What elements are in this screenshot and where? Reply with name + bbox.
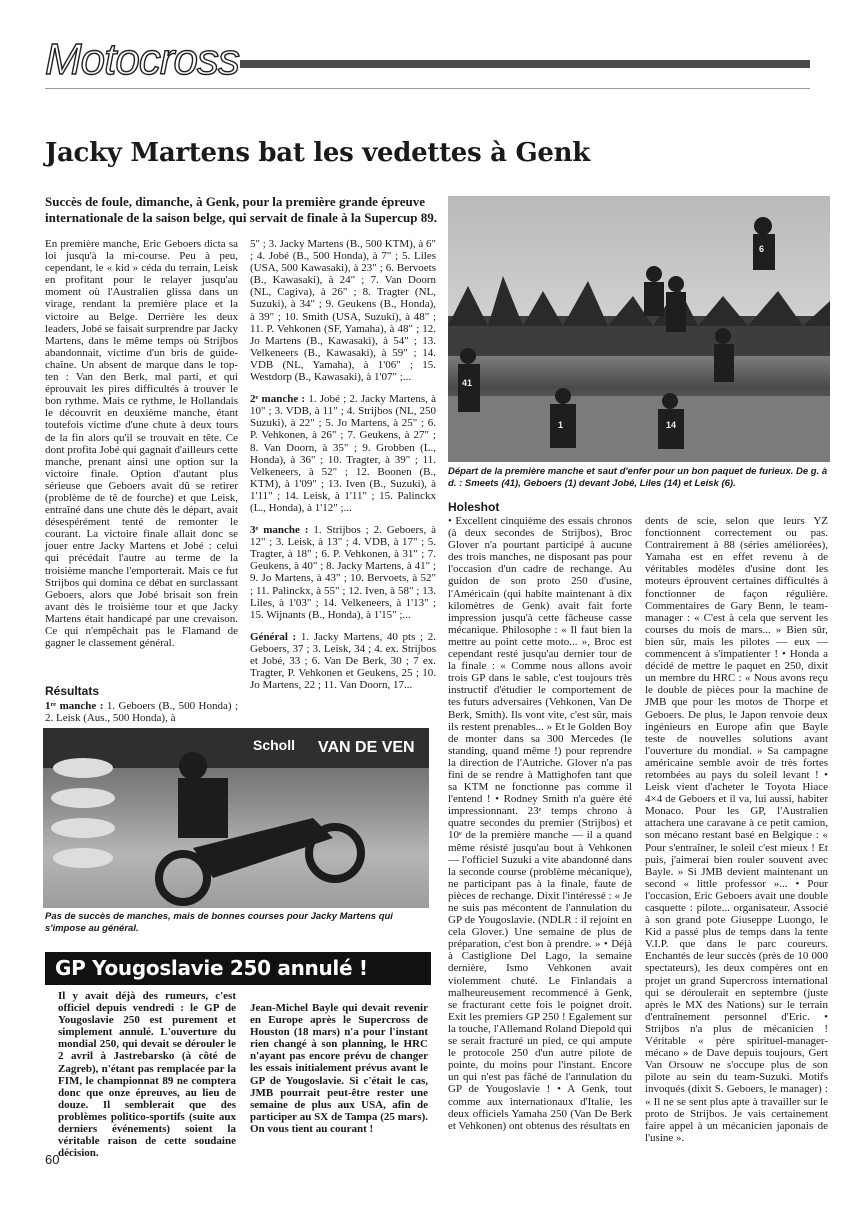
- results-m1-start: 1. Geboers (B., 500 Honda) ; 2. Leisk (Aus., 500 Honda), à: [45, 700, 239, 725]
- results-m2: [250, 393, 436, 514]
- page-number: 60: [45, 1152, 60, 1167]
- results-m1: [45, 700, 238, 724]
- header-thin-rule: [45, 88, 810, 89]
- results-general-label: Général :: [250, 630, 297, 643]
- holeshot-col3: [448, 515, 632, 1132]
- banner-text-left: Scholl: [253, 737, 296, 753]
- holeshot-col4: [645, 515, 828, 1144]
- results-m3-label: 3ᵉ manche :: [250, 524, 309, 537]
- holeshot-title: Holeshot: [448, 500, 500, 514]
- bike-number-4: 14: [666, 420, 677, 430]
- section-title: Motocross: [45, 35, 239, 84]
- results-general-text: 1. Jacky Martens, 40 pts ; 2. Geboers, 37 ; 3. Leisk, 34 ; 4. ex. Strijbos et Jobé, 33 ; 6. Van De Berk, 30 ; 7 ex. Tragter, P. Vehkonen et Geukens, 25 ; 10. Jo Martens, 22 ; 11. Van Doorn, 17...: [250, 630, 437, 692]
- results-m1-cont: 5" ; 3. Jacky Martens (B., 500 KTM), à 6" ; 4. Jobé (B., 500 Honda), à 7" ; 5. Liles (USA, 500 Kawasaki), à 23" ; 6. Bervoets (B., Kawasaki), à 24" ; 7. Van Doorn (NL, Cagiva), à 26" ; 8. Tragter (NL, Suzuki), à 34" ; 9. Geukens (B., Honda), à 39" ; 10. Smith (USA, Suzuki), à 48" ; 11. P. Vehkonen (SF, Yamaha), à 48" ; 12. Jo Martens (B., Kawasaki), à 54" ; 13. Velkeneers (B., Kawasaki), à 59" ; 14. VDB (NL, Yamaha), à 1'06" ; 15. Westdorp (B., Kawasaki), à 1'07" ;...: [250, 238, 436, 384]
- holeshot-text-2: dents de scie, selon que leurs YZ fonctionnent correctement ou pas. Contrairement à 88 (séries améliorées), Yamaha est en effet revenu à de véritables modèles d'usine dont les moteurs éprouvent certaines difficultés à fonctionner de façon régulière. Commentaires de Gary Benn, le team-manager : « C'est à cela que servent les courses du mois de mars... » Bien sûr, bien sûr, mais les pilotes — eux — commencent à s'impatienter ! • Honda a décidé de mettre le paquet en 250, dixit un membre du HRC : « Nous avons reçu le double de pièces pour la machine de JMB que pour les motos de Thorpe et Geboers. De plus, le Japon renvoie deux ingénieurs en Europe afin que Bayle teste de nouvelles solutions avant l'ouverture du mondial. » Sa campagne américaine semble avoir de très fortes retombées au pays du soleil levant ! • Leisk vient d'acheter le Toyota Hiace 4×4 de Geboers et il va, lui aussi, habiter Monaco. Pour les GP, l'Australien attachera une caravane à ce petit camion, son mécano restant basé en Belgique : « Pour s'entraîner, le soleil c'est mieux ! Et puis, j'aimerai bien rouler souvent avec Bayle. » Si JMB devient maintenant un second « little professor »... • Pour l'occasion, Eric Geboers avait une double casquette : pilote... organisateur. Associé à son grand pote Giuseppe Luongo, le Kid a passé plus de temps dans la tente V.I.P. que dans le parc coureurs. Enchantés de leur succès (près de 10 000 spectateurs), les deux compères ont en projet un grand Supercross international qui se déroulerait en septembre (juste après le MX des Nations) sur le terrain d'entraînement personnel d'Eric. • Strijbos n'a plus de mécanicien ! Véritable « père spirituel-manager-mécano » de Dave depuis toujours, Gert Van Orsouw ne s'occupe plus de son pilote au sein du team-Suzuki. Motifs invoqués (dixit S. Geboers, le manager) : « Il ne se sent plus apte à travailler sur le proto de Strijbos. Je vais certainement faire appel à un mécanicien japonais de l'usine ».: [645, 515, 828, 1144]
- bike-number-2: 41: [462, 378, 473, 388]
- body-text-1: En première manche, Eric Geboers dicta sa loi jusqu'à la mi-course. Peu à peu, cependant, le « kid » céda du terrain, Leisk en profitant pour le relayer jusqu'au moment où l'Australien glissa dans un virage, rendant la première place et la victoire au Belge. Derrière les deux leaders, Jobé se faisait surprendre par Jacky Martens, dans le même temps où Strijbos abandonnait, victime d'un bris de guide-chaîne. Un absent de marque dans le top-ten : Van den Berk, mal parti, et qui éprouvait les pires difficultés à trouver le bon rythme. Mais ce rythme, le Hollandais le découvrit en deuxième manche, étant toutefois victime d'une chute à deux tours de la fin alors qu'il se trouvait en tête. Ce dont profita Jobé qui gagnait d'ailleurs cette manche, prenant ainsi une option sur la victoire finale. Option d'autant plus sérieuse que Geboers avait dû se retirer (problème de tê de fourche) et que Leisk, entraîné dans une chute dès le départ, avait désespérément tenté de remonter le courant. La victoire finale allait donc se jouer entre Jacky Martens et Jobé : celui qui précédait l'autre au terme de la troisième manche l'emporterait. Mais ce fut Strijbos qui domina ce débat en surclassant Geboers, alors que Jobé brisait son frein avant dès le troisième tour et que Jacky Martens était handicapé par une crevaison. Ce qui n'empêchait pas le Flamand de gagner le classement général.: [45, 238, 238, 650]
- results-m3: [250, 524, 436, 621]
- banner-text-right: VAN DE VEN: [318, 739, 415, 756]
- article-headline: Jacky Martens bat les vedettes à Genk: [45, 138, 590, 168]
- results-m2-text: 1. Jobé ; 2. Jacky Martens, à 10" ; 3. VDB, à 11" ; 4. Strijbos (NL, 250 Suzuki), à 22" ; 5. Jo Martens, à 25" ; 6. P. Vehkonen, à 26" ; 7. Geukens, à 27" ; 8. Van Doorn, à 35" ; 9. Grobben (L., Honda), à 36" ; 10. Tragter, à 39" ; 11. Velkeneers, à 52" ; 12. Boonen (B., KTM), à 1'09" ; 13. Iven (B., Suzuki), à 1'11" ; 14. Leisk, à 1'11" ; 15. Palinckx (L., Honda), à 1'12" ;...: [250, 393, 436, 514]
- photo-race-start: [448, 196, 830, 462]
- header-rule: [240, 60, 810, 68]
- bike-number-3: 1: [558, 420, 564, 430]
- photo-caption-top: Départ de la première manche et saut d'enfer pour un bon paquet de furieux. De g. à d. : Smeets (41), Geboers (1) devant Jobé, Liles (14) et Leisk (6).: [448, 466, 828, 489]
- photo-race-start-illustration: [448, 196, 830, 462]
- results-general: [250, 631, 436, 691]
- results-m3-text: 1. Strijbos ; 2. Geboers, à 12" ; 3. Leisk, à 13" ; 4. VDB, à 17" ; 5. Tragter, à 18" ; 6. P. Vehkonen, à 31" ; 7. Geukens, à 40" ; 8. Jacky Martens, à 41" ; 9. Jo Martens, à 43" ; 10. Bervoets, à 52" ; 11. Palinckx, à 55" ; 12. Iven, à 58" ; 13. Liles, à 1'03" ; 14. Velkeneers, à 1'13" ; 15. Wijnants (B., Honda), à 1'15" ;...: [250, 524, 436, 621]
- article-body-col1: [45, 238, 238, 649]
- photo-jacky-martens: [43, 728, 429, 908]
- results-title: Résultats: [45, 684, 100, 698]
- gp-col1: Il y avait déjà des rumeurs, c'est officiel depuis vendredi : le GP de Yougoslavie 250 est purement et simplement annulé. L'ouverture du mondial 250, qui devait se dérouler le 2 avril à Jastrebarsko (à côté de Zagreb), n'étant pas remplacée par la FIM, le championnat 89 ne comptera donc que onze épreuves, au lieu de douze. Il semblerait que des problèmes politico-sportifs (suite aux derniers événements) soient la véritable raison de cette soudaine décision.: [58, 990, 236, 1160]
- gp-title: GP Yougoslavie 250 annulé !: [55, 956, 368, 980]
- article-body-col2: [250, 238, 436, 691]
- photo-caption-bottom: Pas de succès de manches, mais de bonnes courses pour Jacky Martens qui s'impose au général.: [45, 911, 393, 934]
- article-lede: Succès de foule, dimanche, à Genk, pour la première grande épreuve internationale de la saison belge, qui servait de finale à la Supercup 89.: [45, 194, 437, 225]
- results-m2-label: 2ᵉ manche :: [250, 393, 306, 406]
- gp-col2: Jean-Michel Bayle qui devait revenir en Europe après le Supercross de Houston (18 mars) n'a pour l'instant rien changé à son planning, le HRC n'ayant pas encore prévu de changer les essais initialement prévus avant le GP de Yougoslavie. Si c'était le cas, JMB pourrait peut-être rester une semaine de plus aux USA, afin de participer au SX de Tampa (25 mars). On vous tient au courant !: [250, 1002, 428, 1135]
- photo-jacky-martens-illustration: [43, 728, 429, 908]
- holeshot-text-1: • Excellent cinquième des essais chronos (à deux secondes de Strijbos), Broc Glover n'a pourtant participé à aucune des trois manches, ne disposant pas pour l'occasion d'un cadre de rechange. Au guidon de son proto 250 d'usine, l'Américain (qui habite maintenant à dix kilomètres de Genk) avait fait forte impression jusqu'à cette fâcheuse casse mécanique. Philosophe : « Il faut bien la mettre au point cette moto... », Broc est cependant resté jusqu'au dernier tour de la finale : « Comme nous allons avoir trois GP dans le sable, c'est toujours très instructif d'étudier le comportement de tes futurs adversaires (Vehkonen, Van De Berk, Smith). Ils vont vite, c'est sûr, mais ils restent prenables... » Et le Golden Boy de monter dans sa 300 Mercedes (le standing, quand même !) pour reprendre la direction de l'Autriche. Glover n'a pas fini de se rendre à Mattighofen tant que sa KTM ne fonctionne pas comme il l'entend ! • Rodney Smith n'a guère été impressionnant. 23ᵉ temps chrono à quatre secondes du premier (Strijbos) et 10ᵉ de la première manche — il a quand même résisté jusqu'au bout à Vehkonen — l'officiel Suzuki a vite abandonné dans la seconde course (problème mécanique), ne participant pas à la finale, faute de pièces de rechange. Dixit l'intéressé : « Je ne suis pas mécontent de l'annulation du GP de Yougoslavie. (NDLR : il rejoint en cela Glover.) Une semaine de plus de préparation, c'est bon à prendre. » • Déjà à Castiglione Del Lago, la semaine dernière, Ismo Vehkonen avait violemment chuté. Le Finlandais a malheureusement recommencé à Genk, se fracturant cette fois le poignet droit. Exit les premiers GP 250 ! Egalement sur la touche, l'Allemand Roland Diepold qui se serait fracturé un pied, ce qui ampute le protocole 250 d'un autre pilote de pointe, du moins pour l'instant. Encore un qui n'est pas fâché de l'annulation du GP de Yougoslavie ! • A Genk, tout comme aux internationaux d'Italie, les deux officiels Yamaha 250 (Van De Berk et Vehkonen) ont obtenus des résultats en: [448, 515, 632, 1132]
- results-m1-label: 1ʳᵉ manche :: [45, 700, 104, 712]
- bike-number-1: 6: [759, 244, 765, 254]
